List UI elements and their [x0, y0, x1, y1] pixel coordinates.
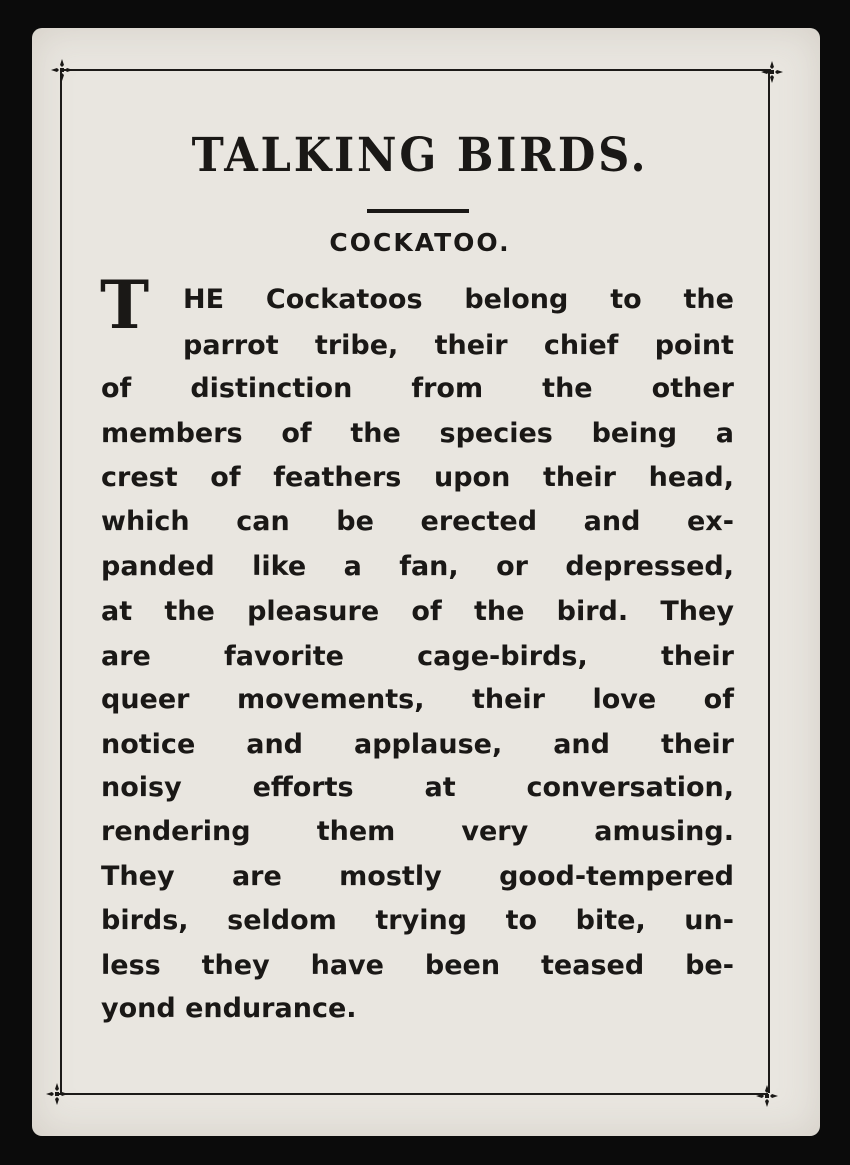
- border-left-line: [60, 70, 62, 1093]
- body-line: queer movements, their love of: [101, 684, 734, 715]
- body-line: crest of feathers upon their head,: [101, 462, 734, 493]
- body-line: They are mostly good-tempered: [101, 861, 734, 892]
- body-line: of distinction from the other: [101, 373, 734, 404]
- cross-ornament-icon: [759, 59, 785, 85]
- card-subtitle: COCKATOO.: [329, 228, 511, 257]
- border-bottom-line: [56, 1093, 768, 1095]
- body-line: which can be erected and ex-: [101, 506, 734, 537]
- body-line: parrot tribe, their chief point: [183, 330, 734, 361]
- body-line: yond endurance.: [101, 993, 357, 1024]
- body-line: HE Cockatoos belong to the: [183, 284, 734, 315]
- body-line: rendering them very amusing.: [101, 816, 734, 847]
- drop-cap: T: [100, 266, 150, 344]
- body-line: less they have been teased be-: [101, 950, 734, 981]
- body-line: noisy efforts at conversation,: [101, 772, 734, 803]
- title-rule: [367, 209, 469, 213]
- cross-ornament-icon: [754, 1083, 780, 1109]
- body-line: at the pleasure of the bird. They: [101, 596, 734, 627]
- cross-ornament-icon: [49, 57, 75, 83]
- cross-ornament-icon: [44, 1081, 70, 1107]
- body-line: members of the species being a: [101, 418, 734, 449]
- border-right-line: [768, 71, 770, 1093]
- card-title: TALKING BIRDS.: [191, 128, 649, 183]
- body-line: birds, seldom trying to bite, un-: [101, 905, 734, 936]
- border-top-line: [62, 69, 771, 71]
- body-line: panded like a fan, or depressed,: [101, 551, 734, 582]
- body-line: are favorite cage-birds, their: [101, 641, 734, 672]
- body-line: notice and applause, and their: [101, 729, 734, 760]
